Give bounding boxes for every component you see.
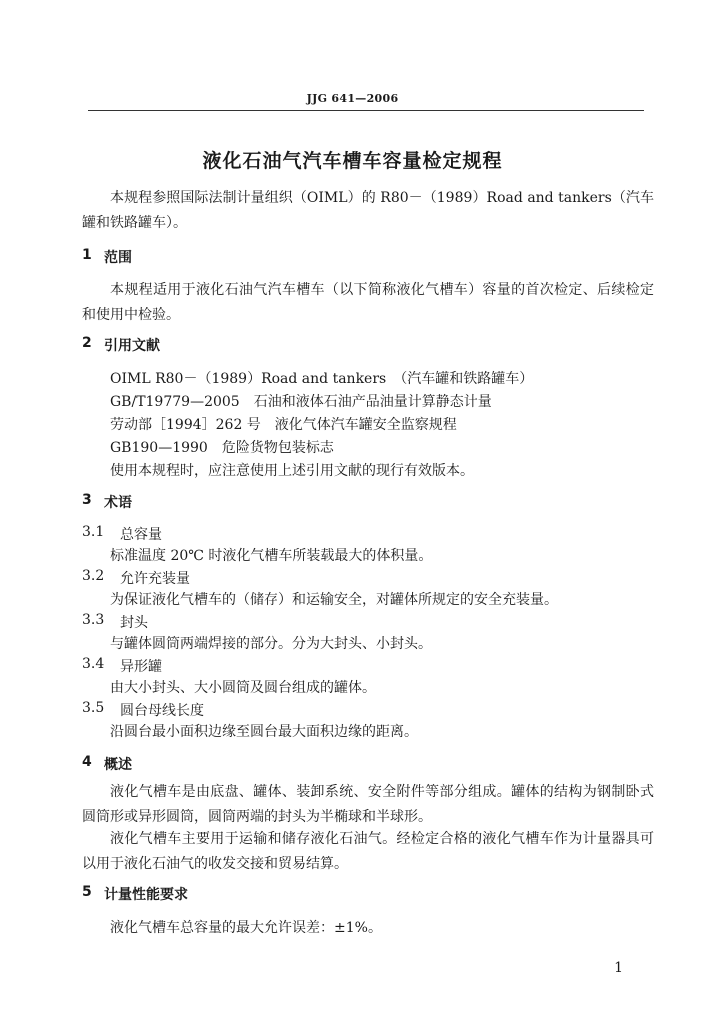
- term-label: 总容量: [120, 527, 162, 543]
- document-title: 液化石油气汽车槽车容量检定规程: [202, 150, 503, 172]
- intro-paragraph: 本规程参照国际法制计量组织（OIML）的 R80－（1989）Road and tankers（汽车罐和铁路罐车）。: [82, 190, 654, 231]
- term-number: 3.5: [82, 700, 105, 716]
- term-3-4-definition: 由大小封头、大小圆筒及圆台组成的罐体。: [110, 680, 376, 696]
- header-rule: [88, 110, 644, 111]
- term-3-1-definition: 标准温度 20℃ 时液化气槽车所装载最大的体积量。: [110, 548, 433, 564]
- section-label: 引用文献: [104, 338, 160, 354]
- page-number: 1: [614, 960, 623, 976]
- section-number: 5: [82, 884, 92, 900]
- term-number: 3.1: [82, 524, 105, 540]
- term-label: 允许充装量: [120, 571, 190, 587]
- term-3-2-heading: [82, 568, 382, 588]
- section-5-heading: [82, 884, 282, 904]
- term-3-5-heading: [82, 700, 382, 720]
- reference-item: OIML R80－（1989）Road and tankers （汽车罐和铁路罐车）: [110, 371, 534, 387]
- section-label: 概述: [104, 757, 132, 773]
- reference-item: GB/T19779—2005 石油和液体石油产品油量计算静态计量: [110, 394, 492, 410]
- term-label: 封头: [120, 615, 148, 631]
- term-3-3-heading: [82, 612, 382, 632]
- section-2-heading: [82, 335, 282, 355]
- section-1-text: 本规程适用于液化石油气汽车槽车（以下简称液化气槽车）容量的首次检定、后续检定和使用中检验。: [82, 282, 654, 323]
- term-label: 圆台母线长度: [120, 703, 204, 719]
- page-header-code: JJG 641—2006: [306, 92, 399, 105]
- section-5-text: 液化气槽车总容量的最大允许误差：±1%。: [110, 920, 382, 936]
- term-3-2-definition: 为保证液化气槽车的（储存）和运输安全，对罐体所规定的安全充装量。: [110, 592, 558, 608]
- reference-item: GB190—1990 危险货物包装标志: [110, 440, 334, 456]
- section-4-paragraph-2: 液化气槽车主要用于运输和储存液化石油气。经检定合格的液化气槽车作为计量器具可以用于液化石油气的收发交接和贸易结算。: [82, 831, 654, 872]
- term-3-4-heading: [82, 656, 382, 676]
- term-3-1-heading: [82, 524, 382, 544]
- section-4-paragraph-1: 液化气槽车是由底盘、罐体、装卸系统、安全附件等部分组成。罐体的结构为钢制卧式圆筒形或异形圆筒，圆筒两端的封头为半椭球和半球形。: [82, 784, 654, 825]
- reference-note: 使用本规程时，应注意使用上述引用文献的现行有效版本。: [110, 463, 474, 479]
- section-label: 术语: [104, 495, 132, 511]
- section-number: 3: [82, 492, 92, 508]
- section-number: 1: [82, 247, 92, 263]
- section-1-heading: [82, 247, 282, 267]
- term-3-5-definition: 沿圆台最小面积边缘至圆台最大面积边缘的距离。: [110, 724, 418, 740]
- section-label: 范围: [104, 250, 132, 266]
- section-number: 4: [82, 754, 92, 770]
- section-3-heading: [82, 492, 282, 512]
- section-label: 计量性能要求: [104, 887, 188, 903]
- section-4-heading: [82, 754, 282, 774]
- term-number: 3.2: [82, 568, 105, 584]
- term-3-3-definition: 与罐体圆筒两端焊接的部分。分为大封头、小封头。: [110, 636, 432, 652]
- reference-item: 劳动部［1994］262 号 液化气体汽车罐安全监察规程: [110, 417, 457, 433]
- term-number: 3.4: [82, 656, 105, 672]
- section-number: 2: [82, 335, 92, 351]
- term-label: 异形罐: [120, 659, 162, 675]
- term-number: 3.3: [82, 612, 105, 628]
